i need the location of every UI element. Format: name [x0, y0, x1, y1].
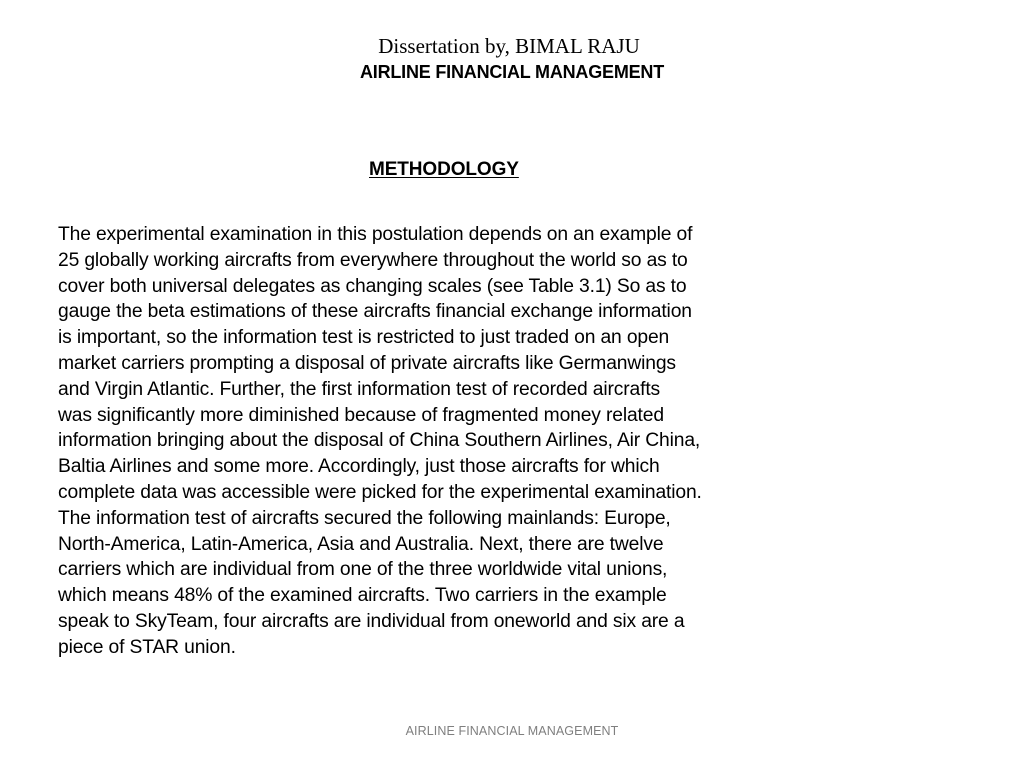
paragraph-line: Baltia Airlines and some more. Accordingly, just those aircrafts for which — [58, 456, 660, 478]
paragraph-line: cover both universal delegates as changing scales (see Table 3.1) So as to — [58, 275, 687, 297]
paragraph-line: and Virgin Atlantic. Further, the first information test of recorded aircrafts — [58, 378, 661, 400]
slide-footer: AIRLINE FINANCIAL MANAGEMENT — [405, 724, 619, 738]
paragraph-line: is important, so the information test is restricted to just traded on an open — [58, 327, 670, 349]
paragraph-line: market carriers prompting a disposal of private aircrafts like Germanwings — [58, 352, 676, 374]
paragraph-line: information bringing about the disposal of China Southern Airlines, Air China, — [58, 430, 701, 452]
paragraph-line: was significantly more diminished because of fragmented money related — [58, 404, 664, 426]
body-paragraph — [58, 222, 918, 661]
paragraph-line: gauge the beta estimations of these aircrafts financial exchange information — [58, 301, 692, 323]
slide-header — [0, 34, 1024, 84]
paragraph-line: speak to SkyTeam, four aircrafts are individual from oneworld and six are a — [58, 610, 685, 632]
section-heading: METHODOLOGY — [369, 159, 519, 180]
paragraph-line: North-America, Latin-America, Asia and Australia. Next, there are twelve — [58, 533, 664, 555]
paragraph-line: carriers which are individual from one of the three worldwide vital unions, — [58, 559, 668, 581]
paragraph-line: piece of STAR union. — [58, 636, 236, 658]
author-line: Dissertation by, BIMAL RAJU — [378, 34, 640, 58]
header-title: AIRLINE FINANCIAL MANAGEMENT — [359, 62, 665, 82]
paragraph-line: which means 48% of the examined aircrafts. Two carriers in the example — [58, 585, 667, 607]
paragraph-line: complete data was accessible were picked for the experimental examination. — [58, 481, 702, 503]
paragraph-line: The experimental examination in this postulation depends on an example of — [58, 224, 693, 245]
paragraph-line: The information test of aircrafts secured the following mainlands: Europe, — [58, 507, 671, 529]
paragraph-line: 25 globally working aircrafts from everywhere throughout the world so as to — [58, 249, 688, 271]
